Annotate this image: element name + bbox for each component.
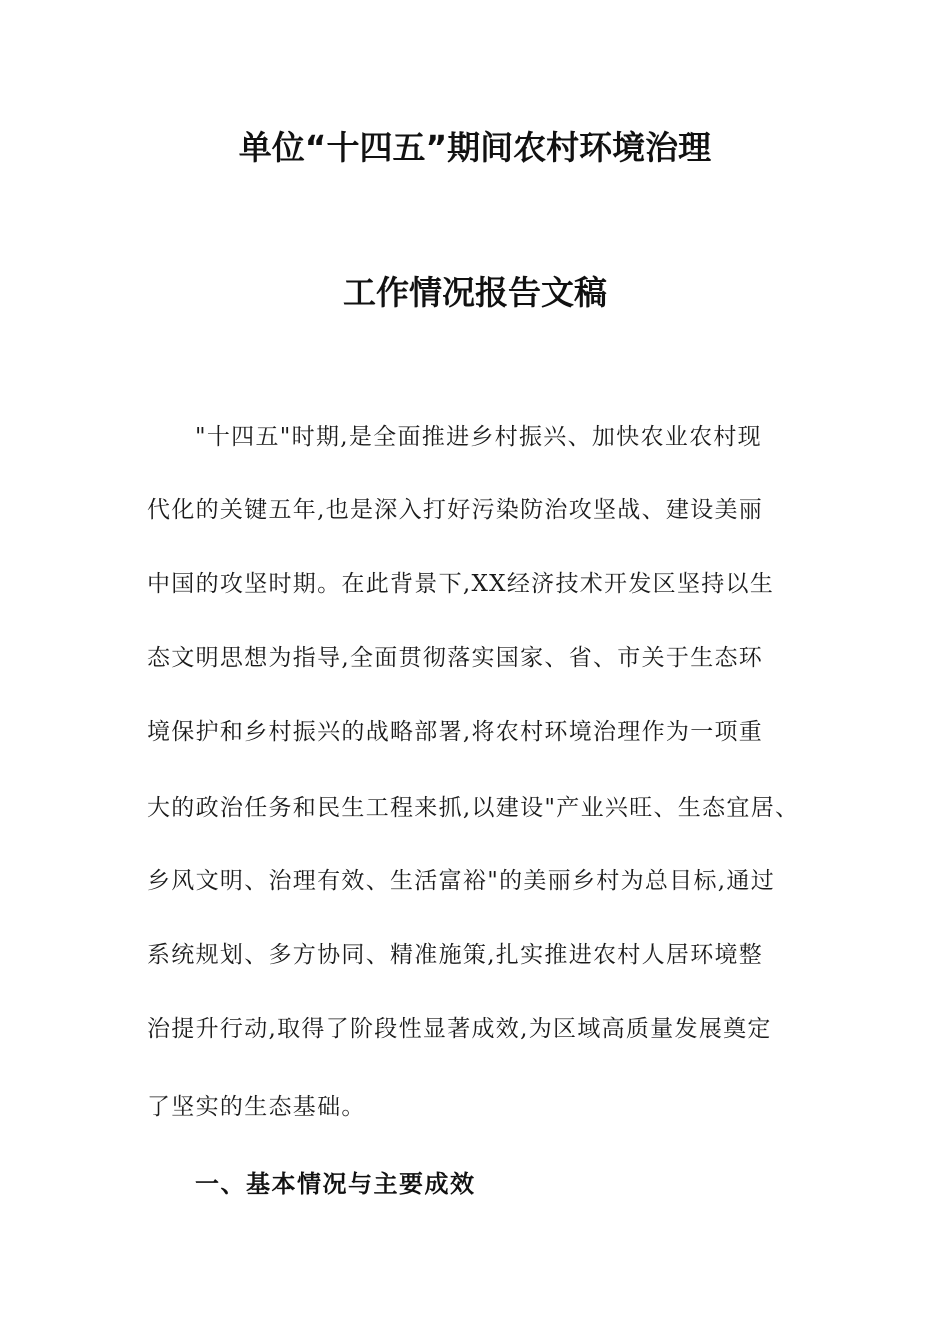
document-title-line-1: 单位“十四五”期间农村环境治理 [238, 128, 712, 167]
paragraph-line-4: 态文明思想为指导,全面贯彻落实国家、省、市关于生态环 [147, 645, 764, 671]
paragraph-line-3: 中国的攻坚时期。在此背景下,XX经济技术开发区坚持以生 [147, 571, 775, 597]
paragraph-line-7: 乡风文明、治理有效、生活富裕"的美丽乡村为总目标,通过 [147, 868, 775, 894]
paragraph-line-8: 系统规划、多方协同、精准施策,扎实推进农村人居环境整 [147, 942, 764, 968]
document-title-line-2: 工作情况报告文稿 [343, 273, 607, 312]
paragraph-line-5: 境保护和乡村振兴的战略部署,将农村环境治理作为一项重 [147, 719, 764, 745]
paragraph-line-9: 治提升行动,取得了阶段性显著成效,为区域高质量发展奠定 [147, 1016, 772, 1042]
section-heading: 一、基本情况与主要成效 [195, 1169, 476, 1198]
paragraph-line-6: 大的政治任务和民生工程来抓,以建设"产业兴旺、生态宜居、 [147, 795, 800, 821]
paragraph-line-10: 了坚实的生态基础。 [147, 1094, 366, 1120]
paragraph-line-2: 代化的关键五年,也是深入打好污染防治攻坚战、建设美丽 [147, 497, 764, 523]
paragraph-line-1: "十四五"时期,是全面推进乡村振兴、加快农业农村现 [195, 424, 762, 450]
